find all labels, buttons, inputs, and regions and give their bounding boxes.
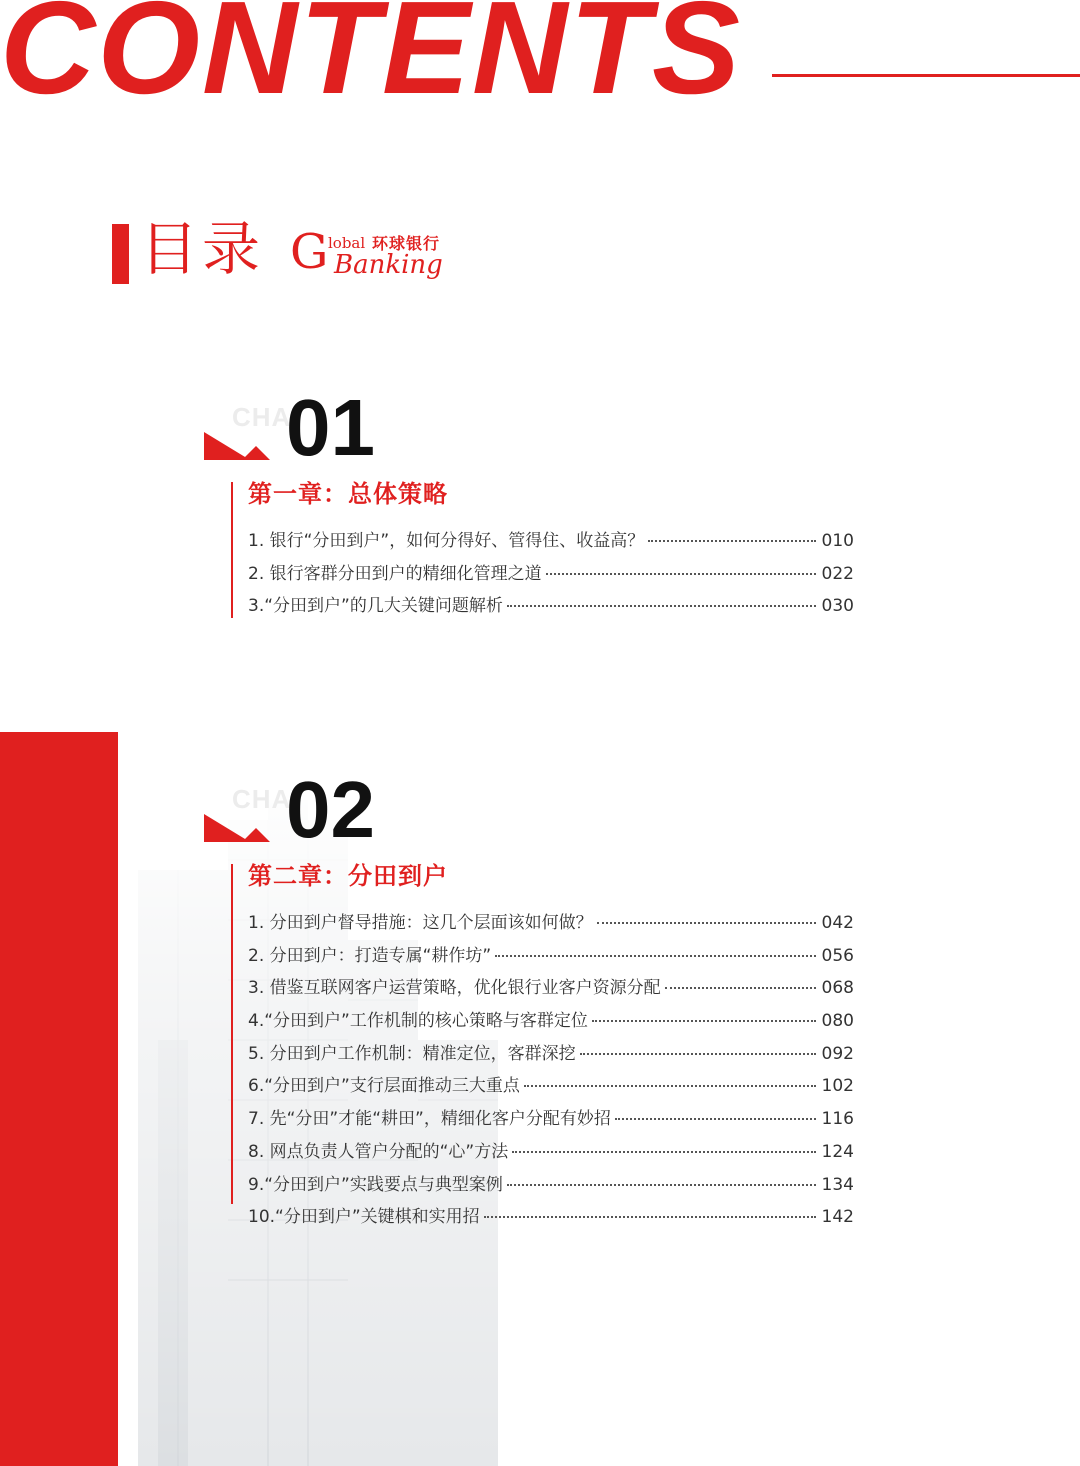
toc-dot-leader: [495, 955, 816, 957]
chapter-vline: [231, 482, 233, 618]
toc-row[interactable]: [248, 1170, 854, 1203]
toc-page-number: 092: [821, 1043, 854, 1064]
toc-page-number: 124: [821, 1141, 854, 1162]
toc-row[interactable]: [248, 1006, 854, 1039]
toc-item-title: 8. 网点负责人管户分配的“心”方法: [248, 1141, 509, 1162]
toc-row[interactable]: [248, 941, 854, 974]
toc-item-title: 9.“分田到户”实践要点与典型案例: [248, 1174, 503, 1195]
toc-dot-leader: [648, 540, 816, 542]
toc-row[interactable]: [248, 1137, 854, 1170]
toc-dot-leader: [665, 987, 816, 989]
toc-dot-leader: [592, 1020, 816, 1022]
toc-row[interactable]: [248, 1039, 854, 1072]
toc-item-title: 1. 银行“分田到户”，如何分得好、管得住、收益高？: [248, 531, 645, 551]
toc-dot-leader: [512, 1151, 816, 1153]
toc-page-number: 022: [821, 563, 854, 584]
toc-row[interactable]: [248, 559, 854, 592]
toc-page-number: 134: [821, 1174, 854, 1195]
logo-brand-cn: 环球银行: [372, 234, 441, 253]
chapter-number: 02: [286, 765, 375, 854]
toc-item-title: 2. 分田到户：打造专属“耕作坊”: [248, 945, 492, 966]
toc-page-number: 030: [821, 596, 854, 617]
toc-item-title: 1. 分田到户督导措施：这几个层面该如何做？: [248, 913, 593, 933]
toc-page-number: 042: [821, 913, 854, 933]
toc-row[interactable]: [248, 908, 854, 941]
toc-dot-leader: [484, 1216, 816, 1218]
toc-dot-leader: [597, 922, 816, 924]
toc-dot-leader: [615, 1118, 816, 1120]
chapter-ghost-text: CHA: [232, 402, 292, 432]
toc-page-number: 010: [821, 531, 854, 551]
mulu-bar: [112, 224, 129, 284]
toc-item-title: 5. 分田到户工作机制：精准定位，客群深挖: [248, 1043, 576, 1064]
toc-item-title: 3.“分田到户”的几大关键问题解析: [248, 596, 503, 617]
toc-dot-leader: [507, 605, 816, 607]
toc-dot-leader: [546, 573, 816, 575]
chapter-number: 01: [286, 383, 375, 472]
title-rule: [772, 74, 1080, 77]
chapter-heading: 第一章：总体策略: [248, 480, 448, 508]
toc-item-title: 4.“分田到户”工作机制的核心策略与客群定位: [248, 1011, 588, 1032]
red-band: [0, 732, 118, 1466]
logo-lobal: lobal: [328, 234, 366, 252]
toc-page-number: 142: [821, 1207, 854, 1228]
toc-row[interactable]: [248, 591, 854, 624]
toc-row[interactable]: [248, 973, 854, 1006]
toc-item-title: 7. 先“分田”才能“耕田”，精细化客户分配有妙招: [248, 1109, 611, 1130]
toc-page-number: 102: [821, 1076, 854, 1097]
chapter-ghost-text: CHA: [232, 784, 292, 814]
chapter-vline: [231, 864, 233, 1204]
contents-title: CONTENTS: [0, 0, 742, 121]
mulu-heading: 目录: [140, 215, 265, 283]
toc-item-title: 2. 银行客群分田到户的精细化管理之道: [248, 563, 542, 584]
toc-item-title: 6.“分田到户”支行层面推动三大重点: [248, 1076, 520, 1097]
chapter-heading: 第二章：分田到户: [248, 862, 448, 890]
toc-dot-leader: [507, 1184, 816, 1186]
toc-dot-leader: [524, 1085, 816, 1087]
toc-item-title: 3. 借鉴互联网客户运营策略，优化银行业客户资源分配: [248, 978, 661, 999]
toc-row[interactable]: [248, 1071, 854, 1104]
logo-g: G: [290, 224, 329, 280]
toc-row[interactable]: [248, 1104, 854, 1137]
toc-list: [248, 908, 854, 1235]
logo-banking: Banking: [334, 250, 443, 280]
toc-item-title: 10.“分田到户”关键棋和实用招: [248, 1207, 480, 1228]
toc-page-number: 116: [821, 1109, 854, 1130]
global-banking-logo: [290, 224, 450, 288]
toc-row[interactable]: [248, 1202, 854, 1235]
toc-page-number: 056: [821, 945, 854, 966]
toc-list: [248, 526, 854, 624]
toc-page-number: 068: [821, 978, 854, 999]
toc-page-number: 080: [821, 1011, 854, 1032]
toc-row[interactable]: [248, 526, 854, 559]
toc-dot-leader: [580, 1053, 816, 1055]
